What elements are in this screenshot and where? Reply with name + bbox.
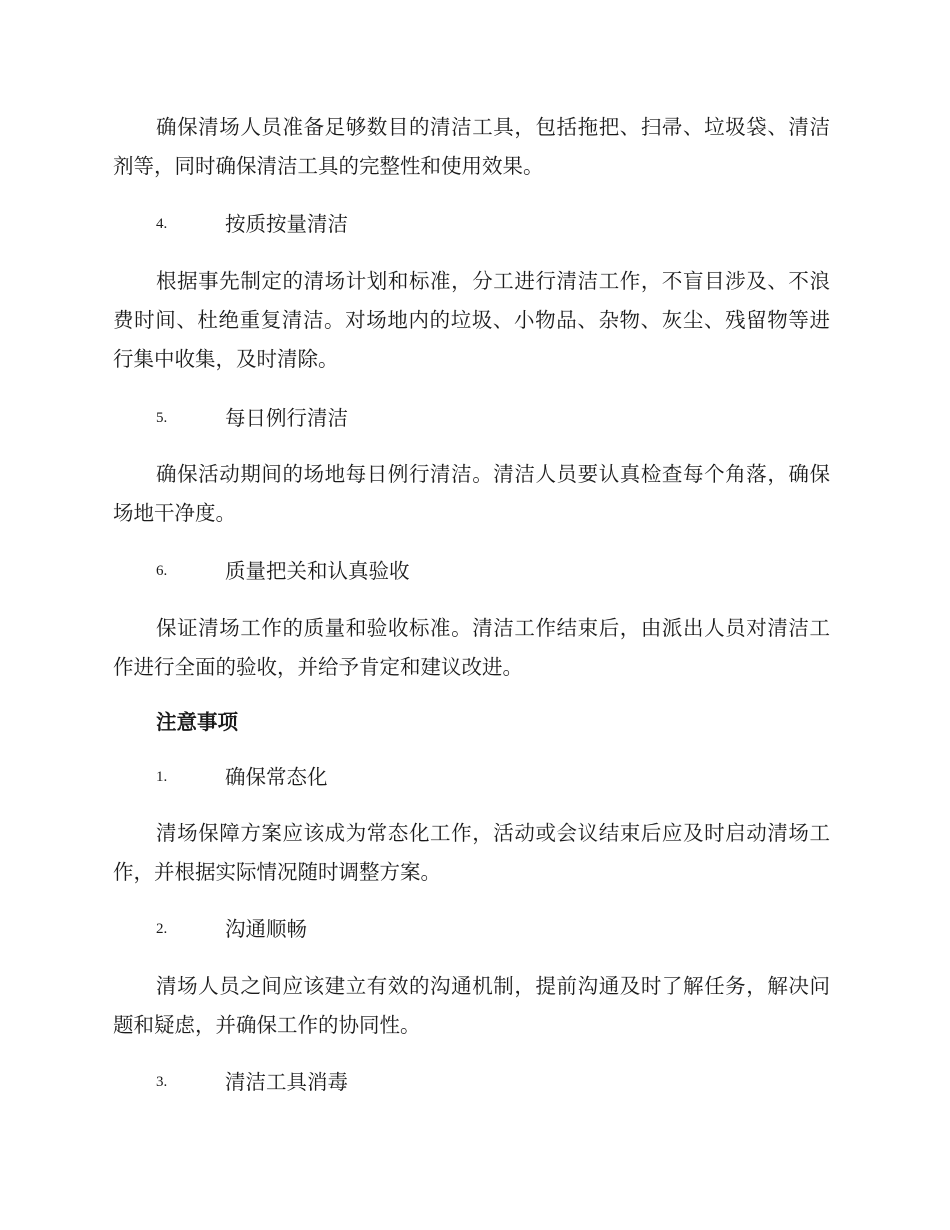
list-number: 2. [156, 921, 168, 937]
list-number: 5. [156, 410, 168, 426]
paragraph-item-5: 确保活动期间的场地每日例行清洁。清洁人员要认真检查每个角落，确保场地干净度。 [113, 462, 830, 525]
paragraph-note-1: 清场保障方案应该成为常态化工作，活动或会议结束后应及时启动清场工作，并根据实际情况随时调整方案。 [113, 821, 830, 884]
list-item-note-2 [113, 915, 830, 943]
list-number: 1. [156, 769, 168, 785]
list-item-title: 确保常态化 [225, 765, 328, 789]
list-item-title: 每日例行清洁 [225, 406, 348, 430]
list-item-6 [113, 557, 830, 585]
list-item-title: 清洁工具消毒 [225, 1070, 348, 1094]
list-item-title: 沟通顺畅 [225, 917, 307, 941]
list-item-5 [113, 404, 830, 432]
list-item-note-1 [113, 763, 830, 791]
section-heading-notes: 注意事项 [156, 710, 238, 734]
list-item-4 [113, 210, 830, 238]
paragraph-note-2: 清场人员之间应该建立有效的沟通机制，提前沟通及时了解任务，解决问题和疑虑，并确保工作的协同性。 [113, 974, 830, 1037]
paragraph-cleaning-tools: 确保清场人员准备足够数目的清洁工具，包括拖把、扫帚、垃圾袋、清洁剂等，同时确保清洁工具的完整性和使用效果。 [113, 115, 830, 178]
paragraph-item-6: 保证清场工作的质量和验收标准。清洁工作结束后，由派出人员对清洁工作进行全面的验收，并给予肯定和建议改进。 [113, 616, 830, 679]
list-item-title: 质量把关和认真验收 [225, 559, 410, 583]
list-number: 4. [156, 216, 168, 232]
paragraph-item-4: 根据事先制定的清场计划和标准，分工进行清洁工作，不盲目涉及、不浪费时间、杜绝重复清洁。对场地内的垃圾、小物品、杂物、灰尘、残留物等进行集中收集，及时清除。 [113, 269, 830, 371]
list-item-note-3 [113, 1068, 830, 1096]
list-number: 3. [156, 1074, 168, 1090]
list-item-title: 按质按量清洁 [225, 212, 348, 236]
list-number: 6. [156, 563, 168, 579]
